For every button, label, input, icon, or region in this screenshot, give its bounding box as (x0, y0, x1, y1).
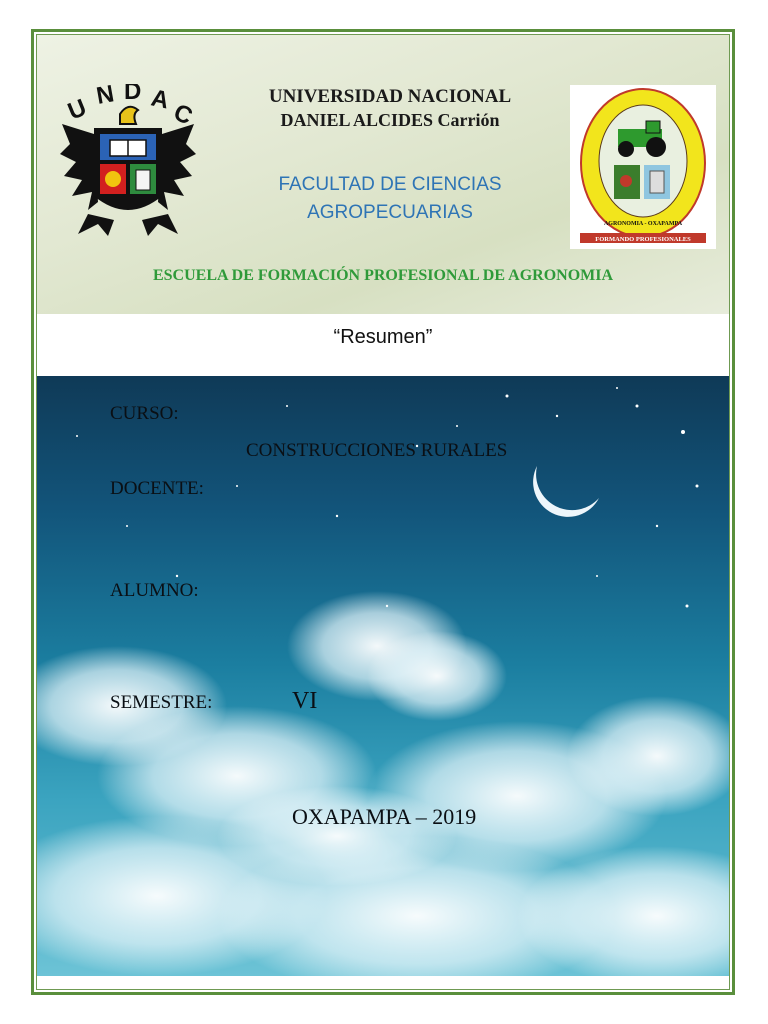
svg-text:C: C (169, 98, 197, 131)
svg-text:U: U (64, 94, 91, 126)
semestre-label: SEMESTRE: (110, 692, 213, 713)
seal-caption-1: AGRONOMIA - OXAPAMPA (603, 221, 683, 227)
svg-text:A: A (148, 84, 172, 115)
document-title: “Resumen” (333, 326, 433, 348)
semestre-value: VI (292, 688, 318, 714)
university-name-line2: DANIEL ALCIDES Carrión (280, 110, 500, 130)
school-name: ESCUELA DE FORMACIÓN PROFESIONAL DE AGRONOMIA (152, 267, 614, 284)
faculty-name-line2: AGROPECUARIAS (307, 202, 473, 223)
faculty-name-line1: FACULTAD DE CIENCIAS (278, 174, 502, 195)
svg-text:N: N (94, 84, 117, 110)
place-year: OXAPAMPA – 2019 (292, 804, 477, 829)
curso-value: CONSTRUCCIONES RURALES (246, 440, 508, 461)
page-border-inner (36, 34, 730, 990)
curso-label: CURSO: (110, 403, 179, 424)
alumno-label: ALUMNO: (110, 580, 199, 601)
docente-label: DOCENTE: (110, 478, 204, 499)
seal-caption-2: FORMANDO PROFESIONALES (595, 236, 691, 243)
university-name-line1: UNIVERSIDAD NACIONAL (268, 86, 512, 107)
svg-text:D: D (124, 84, 142, 105)
